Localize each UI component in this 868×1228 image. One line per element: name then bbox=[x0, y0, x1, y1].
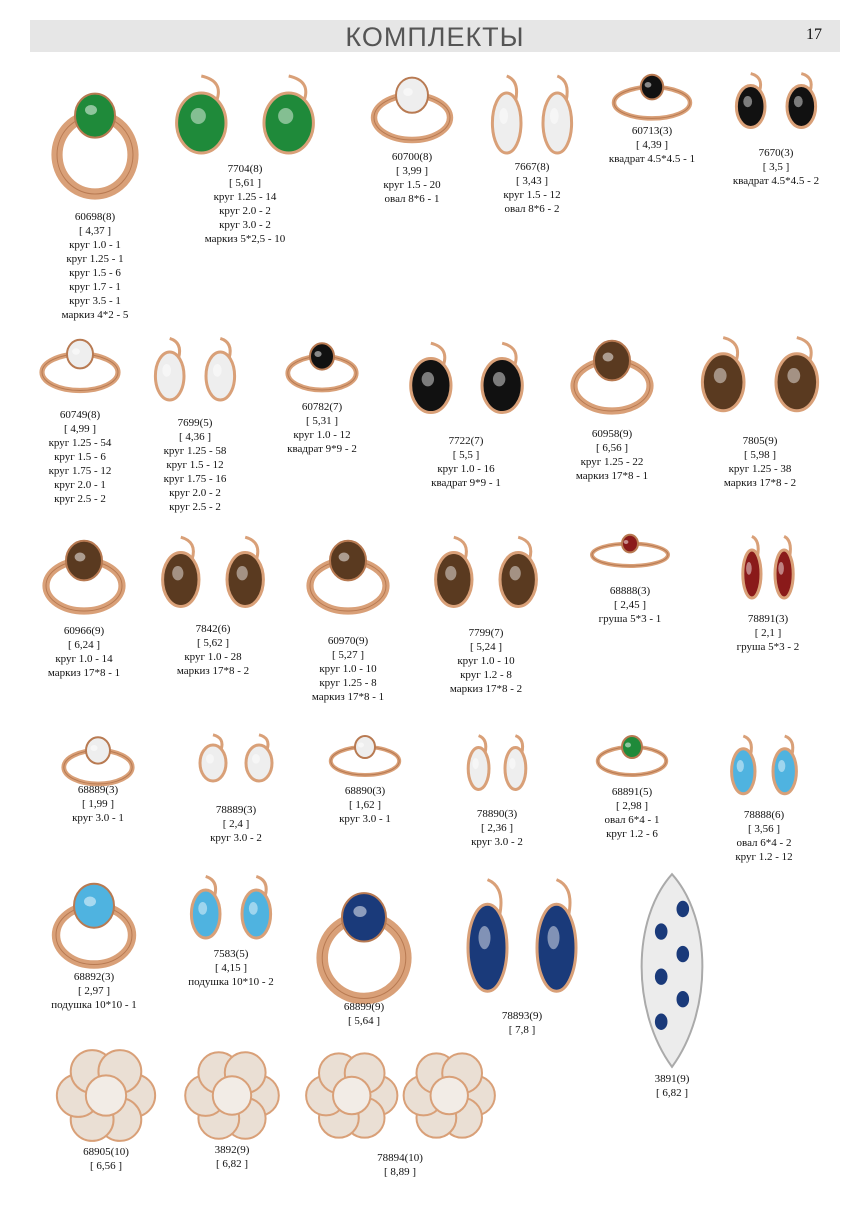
gemstone bbox=[396, 78, 428, 113]
product-image bbox=[389, 336, 544, 426]
gemstone bbox=[622, 535, 638, 553]
product-caption bbox=[175, 162, 315, 246]
gemstone bbox=[436, 553, 472, 607]
product-image bbox=[362, 68, 462, 148]
gemstone bbox=[191, 890, 220, 938]
product-code: 68889(3) bbox=[77, 784, 119, 796]
stone-spec: круг 1.25 - 8 bbox=[319, 677, 377, 689]
product-image bbox=[719, 730, 809, 805]
stone-spec: маркиз 17*8 - 2 bbox=[449, 683, 523, 695]
product-weight: [ 1,99 ] bbox=[81, 798, 115, 810]
gemstone bbox=[163, 553, 199, 607]
stone-spec: круг 2.0 - 2 bbox=[219, 205, 271, 217]
gemstone bbox=[242, 890, 271, 938]
product-weight: [ 6,56 ] bbox=[595, 442, 629, 454]
product-weight: [ 4,36 ] bbox=[178, 431, 212, 443]
stone-spec: круг 1.0 - 16 bbox=[437, 463, 495, 475]
product-caption bbox=[166, 803, 306, 845]
gemstone bbox=[492, 93, 521, 153]
gemstone bbox=[75, 94, 115, 138]
product-caption bbox=[416, 626, 556, 696]
stone-spec: подушка 10*10 - 2 bbox=[188, 976, 274, 988]
product-caption bbox=[342, 150, 482, 206]
product-image bbox=[309, 868, 419, 1013]
stone-spec: маркиз 17*8 - 1 bbox=[575, 470, 649, 482]
product-image bbox=[143, 530, 283, 620]
gemstone bbox=[743, 550, 761, 598]
gemstone bbox=[355, 736, 375, 758]
product-weight: [ 2,4 ] bbox=[222, 818, 250, 830]
gemstone bbox=[641, 75, 663, 100]
product-weight: [ 7,8 ] bbox=[508, 1024, 536, 1036]
product-caption bbox=[582, 124, 722, 166]
stone-spec: круг 1.0 - 10 bbox=[319, 663, 377, 675]
gemstone bbox=[310, 343, 334, 369]
product-image bbox=[627, 868, 717, 1073]
gemstone bbox=[246, 745, 272, 781]
product-code: 68891(5) bbox=[611, 786, 653, 798]
product-code: 78894(10) bbox=[377, 1152, 423, 1164]
product-caption bbox=[330, 1151, 470, 1179]
product-caption bbox=[25, 210, 165, 322]
stone-spec: маркиз 17*8 - 1 bbox=[47, 667, 121, 679]
product-weight: [ 5,24 ] bbox=[469, 641, 503, 653]
product-caption bbox=[602, 1072, 742, 1100]
stone-spec: квадрат 4.5*4.5 - 2 bbox=[732, 175, 820, 187]
product-code: 78888(6) bbox=[743, 809, 785, 821]
product-code: 3892(9) bbox=[214, 1144, 250, 1156]
gemstone bbox=[773, 749, 796, 794]
product-weight: [ 3,5 ] bbox=[762, 161, 790, 173]
product-caption bbox=[542, 427, 682, 483]
stone-spec: круг 1.7 - 1 bbox=[69, 281, 121, 293]
stone-spec: круг 1.25 - 54 bbox=[48, 437, 112, 449]
gemstone bbox=[86, 737, 110, 763]
stone-spec: круг 1.25 - 22 bbox=[580, 456, 644, 468]
gemstone bbox=[330, 541, 366, 581]
page-number: 17 bbox=[806, 26, 822, 43]
product-code: 60700(8) bbox=[391, 151, 433, 163]
stone-spec: круг 1.0 - 10 bbox=[457, 655, 515, 667]
product-image bbox=[562, 330, 662, 420]
product-image bbox=[140, 332, 250, 412]
product-code: 68888(3) bbox=[609, 585, 651, 597]
stone-spec: круг 2.0 - 1 bbox=[54, 479, 106, 491]
gemstone bbox=[206, 352, 235, 400]
stone-spec: овал 6*4 - 1 bbox=[604, 814, 660, 826]
stone-spec: круг 2.0 - 2 bbox=[169, 487, 221, 499]
product-code: 60698(8) bbox=[74, 211, 116, 223]
product-code: 68905(10) bbox=[83, 1146, 129, 1158]
stone-spec: квадрат 9*9 - 2 bbox=[287, 443, 357, 455]
product-code: 78893(9) bbox=[501, 1010, 543, 1022]
product-weight: [ 4,39 ] bbox=[635, 139, 669, 151]
stone-spec: круг 1.2 - 12 bbox=[735, 851, 793, 863]
product-code: 3891(9) bbox=[654, 1073, 690, 1085]
gemstone bbox=[67, 340, 93, 369]
stone-spec: овал 8*6 - 1 bbox=[384, 193, 440, 205]
product-caption bbox=[295, 784, 435, 826]
gemstone bbox=[732, 749, 755, 794]
stone-spec: круг 1.5 - 12 bbox=[166, 459, 224, 471]
product-code: 60749(8) bbox=[59, 409, 101, 421]
product-weight: [ 3,99 ] bbox=[395, 165, 429, 177]
product-code: 7799(7) bbox=[468, 627, 504, 639]
header-bar bbox=[30, 20, 840, 52]
product-code: 7704(8) bbox=[227, 163, 263, 175]
product-weight: [ 1,62 ] bbox=[348, 799, 382, 811]
stone-spec: круг 1.0 - 12 bbox=[293, 429, 351, 441]
product-weight: [ 2,36 ] bbox=[480, 822, 514, 834]
stone-spec: круг 1.5 - 20 bbox=[383, 179, 441, 191]
product-code: 78890(3) bbox=[476, 808, 518, 820]
product-weight: [ 5,62 ] bbox=[196, 637, 230, 649]
product-weight: [ 5,27 ] bbox=[331, 649, 365, 661]
stone-spec: груша 5*3 - 1 bbox=[598, 613, 662, 625]
stone-spec: круг 3.5 - 1 bbox=[69, 295, 121, 307]
gemstone bbox=[500, 553, 536, 607]
product-weight: [ 3,43 ] bbox=[515, 175, 549, 187]
gemstone bbox=[775, 550, 793, 598]
stone-spec: маркиз 17*8 - 1 bbox=[311, 691, 385, 703]
product-weight: [ 5,31 ] bbox=[305, 415, 339, 427]
product-caption bbox=[143, 622, 283, 678]
stone-spec: круг 1.0 - 28 bbox=[184, 651, 242, 663]
product-image bbox=[477, 68, 587, 168]
product-image bbox=[298, 530, 398, 620]
gemstone bbox=[594, 341, 630, 381]
product-weight: [ 4,37 ] bbox=[78, 225, 112, 237]
stone-spec: круг 2.5 - 2 bbox=[54, 493, 106, 505]
stone-spec: круг 1.25 - 1 bbox=[66, 253, 124, 265]
product-caption bbox=[427, 807, 567, 849]
stone-spec: круг 1.5 - 6 bbox=[54, 451, 106, 463]
product-image bbox=[176, 870, 286, 950]
product-code: 60713(3) bbox=[631, 125, 673, 137]
product-code: 60970(9) bbox=[327, 635, 369, 647]
product-image bbox=[303, 1043, 498, 1148]
gemstone bbox=[227, 553, 263, 607]
product-code: 68892(3) bbox=[73, 971, 115, 983]
stone-spec: груша 5*3 - 2 bbox=[736, 641, 800, 653]
stone-spec: круг 1.0 - 14 bbox=[55, 653, 113, 665]
gemstone bbox=[66, 541, 102, 581]
stone-spec: круг 3.0 - 2 bbox=[210, 832, 262, 844]
product-image bbox=[34, 530, 134, 620]
product-code: 68899(9) bbox=[343, 1001, 385, 1013]
stone-spec: маркиз 17*8 - 2 bbox=[723, 477, 797, 489]
stone-spec: круг 3.0 - 2 bbox=[471, 836, 523, 848]
product-weight: [ 3,56 ] bbox=[747, 823, 781, 835]
stone-spec: круг 3.0 - 1 bbox=[339, 813, 391, 825]
product-image bbox=[416, 530, 556, 620]
product-weight: [ 2,98 ] bbox=[615, 800, 649, 812]
product-code: 7670(3) bbox=[758, 147, 794, 159]
product-weight: [ 5,61 ] bbox=[228, 177, 262, 189]
stone-spec: квадрат 4.5*4.5 - 1 bbox=[608, 153, 696, 165]
product-weight: [ 2,45 ] bbox=[613, 599, 647, 611]
product-caption bbox=[125, 416, 265, 514]
product-weight: [ 2,97 ] bbox=[77, 985, 111, 997]
product-caption bbox=[452, 1009, 592, 1037]
stone-spec: круг 3.0 - 1 bbox=[72, 812, 124, 824]
stone-spec: круг 1.2 - 8 bbox=[460, 669, 512, 681]
stone-spec: круг 3.0 - 2 bbox=[219, 219, 271, 231]
stone-spec: круг 1.25 - 14 bbox=[213, 191, 277, 203]
product-caption bbox=[24, 970, 164, 1012]
product-image bbox=[150, 68, 340, 168]
stone-spec: круг 1.75 - 12 bbox=[48, 465, 112, 477]
stone-spec: круг 1.0 - 1 bbox=[69, 239, 121, 251]
product-image bbox=[602, 68, 702, 124]
product-code: 7722(7) bbox=[448, 435, 484, 447]
product-caption bbox=[690, 434, 830, 490]
product-weight: [ 6,24 ] bbox=[67, 639, 101, 651]
product-image bbox=[182, 1043, 282, 1148]
product-weight: [ 6,82 ] bbox=[655, 1087, 689, 1099]
gemstone bbox=[468, 748, 489, 790]
product-caption bbox=[294, 1000, 434, 1028]
product-code: 60966(9) bbox=[63, 625, 105, 637]
product-caption bbox=[278, 634, 418, 704]
product-caption bbox=[252, 400, 392, 456]
gemstone bbox=[505, 748, 526, 790]
stone-spec: круг 1.2 - 6 bbox=[606, 828, 658, 840]
stone-spec: овал 6*4 - 2 bbox=[736, 837, 792, 849]
page-title: КОМПЛЕКТЫ bbox=[345, 22, 525, 52]
product-caption bbox=[162, 1143, 302, 1171]
product-weight: [ 5,5 ] bbox=[452, 449, 480, 461]
stone-spec: квадрат 9*9 - 1 bbox=[431, 477, 501, 489]
gemstone bbox=[787, 86, 816, 128]
product-code: 60782(7) bbox=[301, 401, 343, 413]
product-image bbox=[580, 530, 680, 570]
gemstone bbox=[543, 93, 572, 153]
product-image bbox=[30, 332, 130, 397]
product-image bbox=[45, 68, 145, 208]
stone-spec: подушка 10*10 - 1 bbox=[51, 999, 137, 1011]
product-weight: [ 5,64 ] bbox=[347, 1015, 381, 1027]
stone-spec: круг 1.25 - 58 bbox=[163, 445, 227, 457]
product-caption bbox=[28, 783, 168, 825]
stone-spec: овал 8*6 - 2 bbox=[504, 203, 560, 215]
product-caption bbox=[161, 947, 301, 989]
product-weight: [ 6,82 ] bbox=[215, 1158, 249, 1170]
gemstone bbox=[74, 884, 114, 928]
product-weight: [ 2,1 ] bbox=[754, 627, 782, 639]
stone-spec: круг 1.5 - 12 bbox=[503, 189, 561, 201]
product-caption bbox=[462, 160, 602, 216]
product-code: 60958(9) bbox=[591, 428, 633, 440]
product-image bbox=[53, 730, 143, 790]
product-code: 7667(8) bbox=[514, 161, 550, 173]
product-image bbox=[457, 730, 537, 800]
product-image bbox=[44, 870, 144, 975]
product-caption bbox=[698, 612, 838, 654]
product-caption bbox=[562, 785, 702, 841]
product-image bbox=[320, 730, 410, 780]
product-image bbox=[447, 868, 597, 1013]
stone-spec: маркиз 17*8 - 2 bbox=[176, 665, 250, 677]
product-image bbox=[51, 1043, 161, 1148]
gemstone bbox=[537, 904, 576, 991]
product-caption bbox=[560, 584, 700, 626]
gemstone bbox=[622, 736, 642, 758]
product-image bbox=[587, 730, 677, 780]
product-image bbox=[733, 530, 803, 610]
product-weight: [ 6,56 ] bbox=[89, 1160, 123, 1172]
product-weight: [ 4,99 ] bbox=[63, 423, 97, 435]
product-image bbox=[186, 730, 286, 790]
product-weight: [ 8,89 ] bbox=[383, 1166, 417, 1178]
stone-spec: маркиз 5*2,5 - 10 bbox=[204, 233, 286, 245]
product-code: 78891(3) bbox=[747, 613, 789, 625]
stone-spec: маркиз 4*2 - 5 bbox=[61, 309, 129, 321]
product-image bbox=[277, 336, 367, 396]
product-caption bbox=[694, 808, 834, 864]
product-image bbox=[680, 330, 840, 425]
product-caption bbox=[396, 434, 536, 490]
stone-spec: круг 2.5 - 2 bbox=[169, 501, 221, 513]
product-weight: [ 4,15 ] bbox=[214, 962, 248, 974]
product-caption bbox=[36, 1145, 176, 1173]
product-code: 7805(9) bbox=[742, 435, 778, 447]
product-code: 7583(5) bbox=[213, 948, 249, 960]
product-weight: [ 5,98 ] bbox=[743, 449, 777, 461]
gemstone bbox=[200, 745, 226, 781]
gemstone bbox=[736, 86, 765, 128]
product-code: 7842(6) bbox=[195, 623, 231, 635]
stone-spec: круг 1.5 - 6 bbox=[69, 267, 121, 279]
product-code: 7699(5) bbox=[177, 417, 213, 429]
gemstone bbox=[342, 893, 386, 941]
product-image bbox=[721, 68, 831, 138]
product-code: 68890(3) bbox=[344, 785, 386, 797]
product-caption bbox=[14, 624, 154, 680]
gemstone bbox=[155, 352, 184, 400]
stone-spec: круг 1.75 - 16 bbox=[163, 473, 227, 485]
stone-spec: круг 1.25 - 38 bbox=[728, 463, 792, 475]
product-caption bbox=[706, 146, 846, 188]
product-code: 78889(3) bbox=[215, 804, 257, 816]
gemstone bbox=[468, 904, 507, 991]
